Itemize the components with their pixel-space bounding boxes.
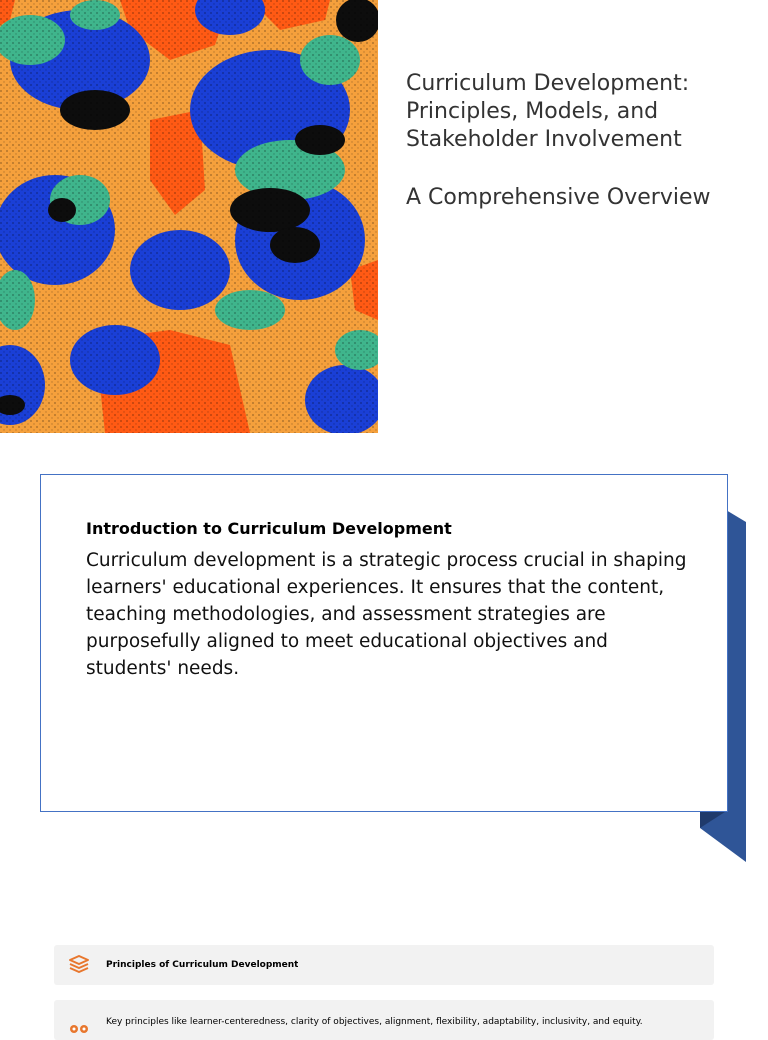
list-item-key-principles[interactable] (54, 1000, 714, 1040)
list-item-label: Key principles like learner-centeredness, clarity of objectives, alignment, flexibility, adaptability, inclusivity, and equity. (106, 1017, 643, 1027)
document-title: Curriculum Development: Principles, Models, and Stakeholder Involvement (406, 71, 690, 152)
books-stack-icon (66, 952, 92, 978)
intro-body: Curriculum development is a strategic process crucial in shaping learners' educational experiences. It ensures that the content, teaching methodologies, and assessment strategies are purposefully aligned to meet educational objectives and students' needs. (86, 550, 687, 679)
intro-heading: Introduction to Curriculum Development (86, 519, 452, 538)
list-item-label: Principles of Curriculum Development (106, 960, 299, 970)
intro-card (40, 474, 728, 812)
cover-title-block (406, 70, 746, 212)
eye-icon (66, 1007, 92, 1033)
cover-art-image (0, 0, 378, 433)
document-subtitle: A Comprehensive Overview (406, 185, 711, 210)
list-item-principles[interactable] (54, 945, 714, 985)
